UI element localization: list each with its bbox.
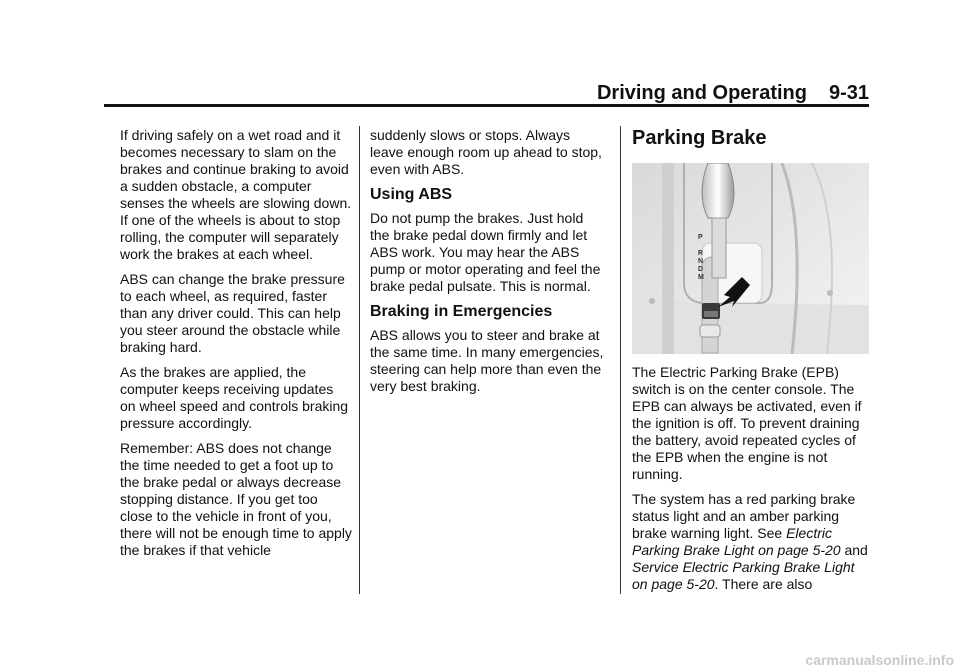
heading-braking-emergencies: Braking in Emergencies	[370, 303, 553, 320]
paragraph: If driving safely on a wet road and it becomes necessary to slam on the brakes and continue braking to avoid a sudden obstacle, a computer senses the wheels are slowing down. If one of the wheels is about to stop rolling, the computer will separately work the brakes at each wheel.	[120, 127, 352, 262]
paragraph: As the brakes are applied, the computer keeps receiving updates on wheel speed and controls braking pressure accordingly.	[120, 364, 349, 431]
reference-link: Electric Parking Brake Light on page 5-20	[632, 525, 841, 558]
paragraph: Do not pump the brakes. Just hold the brake pedal down firmly and let ABS work. You may hear the ABS pump or motor operating and feel the brake pedal pulsate. This is normal.	[370, 210, 601, 294]
gear-label: M	[698, 274, 704, 281]
section-title: Driving and Operating	[596, 82, 807, 104]
watermark-brand: carmanualsonline.info	[805, 652, 954, 668]
epb-console-figure	[632, 163, 869, 354]
paragraph: The Electric Parking Brake (EPB) switch is on the center console. The EPB can always be activated, even if the ignition is off. To prevent draining the battery, avoid repeated cycles of the EPB when the engine is not running.	[632, 364, 862, 482]
column-1	[120, 127, 352, 567]
paragraph: ABS allows you to steer and brake at the same time. In many emergencies, steering can help more than even the very best braking.	[370, 327, 604, 394]
heading-using-abs: Using ABS	[370, 186, 453, 203]
paragraph: The system has a red parking brake status light and an amber parking brake warning light. See Electric Parking Brake Light on page 5-20 and Service Electric Parking Brake Light on page 5-20. There are also	[632, 491, 868, 592]
reference-link: Service Electric Parking Brake Light on page 5-20	[632, 559, 855, 592]
heading-parking-brake: Parking Brake	[632, 127, 767, 149]
paragraph: Remember: ABS does not change the time needed to get a foot up to the brake pedal or always decrease stopping distance. If you get too close to the vehicle in front of you, there will not be enough time to apply the brakes if that vehicle	[120, 440, 352, 558]
column-divider-1	[359, 126, 360, 594]
paragraph: ABS can change the brake pressure to each wheel, as required, faster than any driver could. This can help you steer around the obstacle while braking hard.	[120, 271, 345, 355]
gear-label: N	[698, 258, 704, 265]
column-divider-2	[620, 126, 621, 594]
column-2	[370, 127, 606, 403]
gear-label: D	[698, 266, 704, 273]
gear-label: R	[698, 250, 704, 257]
page-header	[104, 82, 869, 107]
paragraph: suddenly slows or stops. Always leave enough room up ahead to stop, even with ABS.	[370, 127, 602, 177]
console-illustration	[632, 163, 869, 354]
column-3	[632, 127, 872, 601]
gear-label: P	[698, 234, 703, 241]
page-number: 9-31	[828, 82, 869, 104]
